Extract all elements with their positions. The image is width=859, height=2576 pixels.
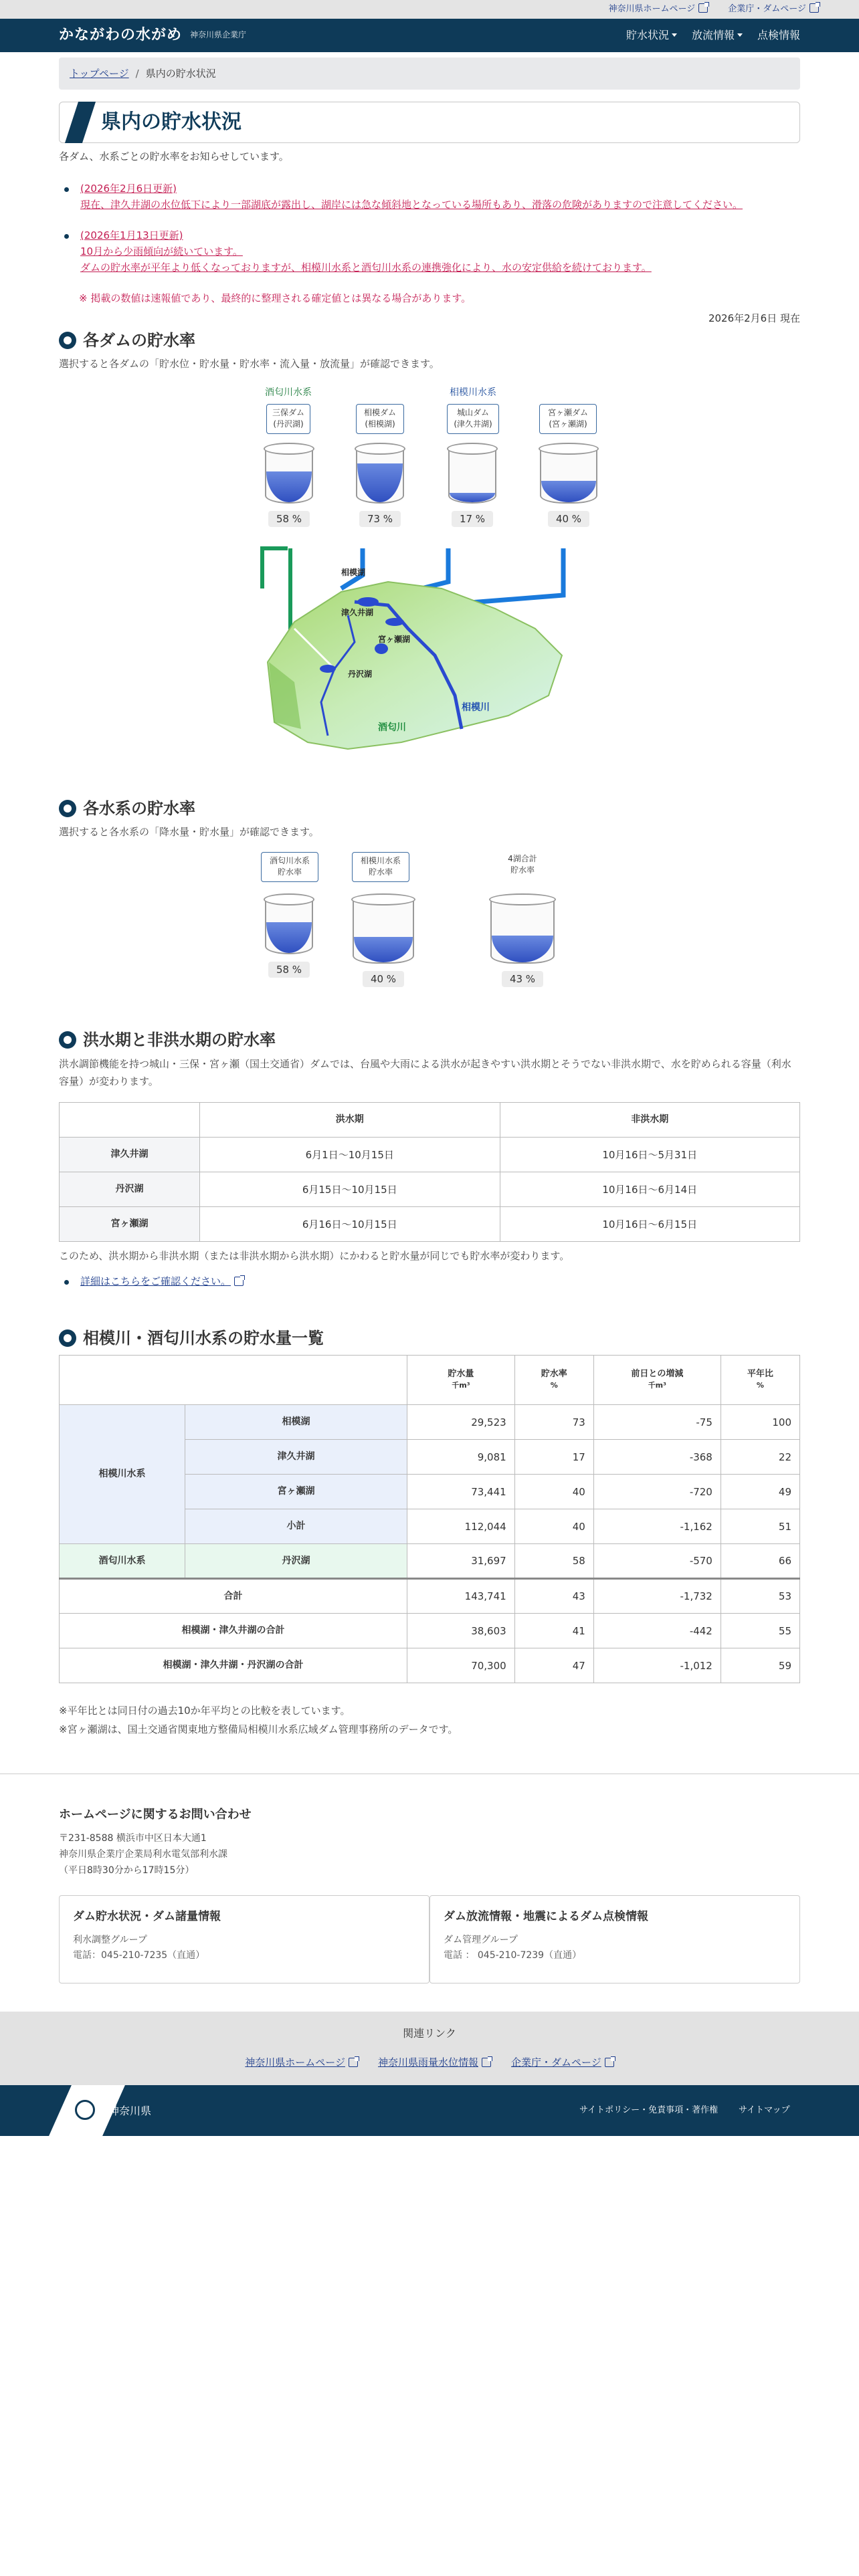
contact-box-storage	[59, 1895, 430, 1983]
map-label-sagamiko: 相模湖	[341, 568, 366, 577]
dams-heading	[59, 328, 800, 353]
normal-value: 49	[721, 1475, 799, 1509]
notice-item[interactable]	[59, 181, 800, 213]
table-header-normal	[721, 1356, 799, 1405]
notice-title: (2026年1月13日更新)	[80, 229, 183, 241]
contact-addr-3: （平日8時30分から17時15分）	[59, 1865, 195, 1876]
total-name: 相模湖・津久井湖・丹沢湖の合計	[60, 1648, 407, 1683]
nonflood-period: 10月16日〜5月31日	[500, 1138, 800, 1172]
lake-name: 丹沢湖	[60, 1172, 200, 1207]
heading-bullet-icon	[59, 1031, 76, 1049]
group-sakawa-label: 酒匂川水系	[265, 387, 312, 398]
contact-addr-2: 神奈川県企業庁企業局利水電気部利水課	[59, 1849, 227, 1860]
bullet-icon	[64, 1280, 69, 1285]
page-title: 県内の貯水状況	[101, 110, 242, 134]
dam-percentage: 40 %	[548, 511, 589, 527]
map-label-sagamigawa: 相模川	[462, 702, 490, 713]
normal-value: 22	[721, 1440, 799, 1475]
footer-sitemap-link[interactable]: サイトマップ	[739, 2105, 790, 2115]
diff-value: -1,162	[593, 1509, 721, 1544]
storage-table	[59, 1355, 800, 1683]
pref-homepage-label: 神奈川県ホームページ	[608, 3, 696, 14]
water-cup-icon	[489, 893, 556, 967]
heading-bullet-icon	[59, 1329, 76, 1347]
system-total-gauge	[486, 893, 559, 987]
as-of-date: 2026年2月6日 現在	[708, 312, 800, 324]
dam-page-link[interactable]	[728, 3, 819, 17]
dam-page-label: 企業庁・ダムページ	[728, 3, 806, 14]
system-sakawa-gauge[interactable]	[256, 893, 322, 978]
contact-box-phone: 電話：045-210-7235（直通）	[73, 1949, 205, 1961]
normal-value: 53	[721, 1579, 799, 1614]
notice-body: 現在、津久井湖の水位低下により一部湖底が露出し、湖岸には急な傾斜地となっている場所もあり、滑落の危険がありますので注意してください。	[80, 199, 743, 211]
volume-value: 143,741	[407, 1579, 515, 1614]
diff-value: -368	[593, 1440, 721, 1475]
storage-heading-text: 相模川・酒匂川水系の貯水量一覧	[83, 1329, 324, 1348]
diff-value: -442	[593, 1614, 721, 1648]
water-cup-icon	[264, 893, 314, 958]
normal-value: 59	[721, 1648, 799, 1683]
dam-percentage: 58 %	[268, 511, 310, 527]
flood-detail-link[interactable]	[80, 1275, 244, 1287]
storage-heading	[59, 1325, 800, 1351]
flood-detail-item	[59, 1273, 800, 1289]
kanagawa-map	[254, 528, 615, 769]
lake-name: 宮ヶ瀬湖	[60, 1207, 200, 1242]
system-cell: 相模川水系	[60, 1405, 185, 1544]
storage-note-1: ※平年比とは同日付の過去10か年平均との比較を表しています。	[59, 1705, 351, 1717]
nav-storage[interactable]	[626, 27, 677, 44]
dam-shiroyama-gauge[interactable]	[439, 443, 506, 527]
system-name: 酒匂川水系	[269, 856, 310, 865]
related-link-label: 神奈川県雨量水位情報	[377, 2056, 478, 2068]
water-cup-icon	[264, 443, 314, 507]
nav-release-label: 放流情報	[691, 29, 735, 42]
flood-period: 6月1日〜10月15日	[200, 1138, 500, 1172]
system-sub: 貯水率	[510, 865, 535, 875]
notice-title: (2026年2月6日更新)	[80, 183, 177, 195]
dam-miyagase-button[interactable]	[539, 404, 597, 434]
footer-policy-link[interactable]: サイトポリシー・免責事項・著作権	[579, 2105, 719, 2115]
flood-desc: 洪水調節機能を持つ城山・三保・宮ヶ瀬（国土交通省）ダムでは、台風や大雨による洪水が起きやすい洪水期とそうでない非洪水期で、水を貯められる容量（利水容量）が変わります。	[59, 1058, 791, 1088]
related-links	[0, 2012, 859, 2085]
col-title: 平年比	[747, 1368, 773, 1379]
contact-addr-1: 〒231-8588 横浜市中区日本大通1	[59, 1833, 207, 1844]
col-unit: %	[756, 1380, 764, 1390]
system-sakawa-button[interactable]	[261, 852, 318, 882]
table-header-diff	[593, 1356, 721, 1405]
systems-heading-text: 各水系の貯水率	[83, 799, 195, 818]
table-header-nonflood: 非洪水期	[500, 1103, 800, 1138]
rate-value: 47	[514, 1648, 593, 1683]
table-row	[60, 1648, 800, 1683]
diff-value: -570	[593, 1544, 721, 1579]
dams-desc: 選択すると各ダムの「貯水位・貯水量・貯水率・流入量・放流量」が確認できます。	[59, 358, 440, 370]
lake-name: 相模湖	[185, 1405, 407, 1440]
dams-heading-text: 各ダムの貯水率	[83, 331, 195, 350]
contact-box-release	[430, 1895, 800, 1983]
external-link-icon	[234, 1277, 244, 1286]
diff-value: -1,012	[593, 1648, 721, 1683]
system-sub: 貯水率	[368, 867, 393, 877]
contact-box-group: ダム管理グループ	[444, 1935, 518, 1946]
system-name: 相模川水系	[360, 856, 401, 865]
dam-lake: (相模湖)	[365, 419, 395, 429]
dam-lake: (津久井湖)	[454, 419, 492, 429]
nav-storage-label: 貯水状況	[626, 29, 669, 42]
heading-bullet-icon	[59, 332, 76, 349]
water-cup-icon	[355, 443, 405, 507]
dam-sagami-gauge[interactable]	[347, 443, 413, 527]
related-link-label: 神奈川県ホームページ	[245, 2056, 345, 2068]
lake-sagami-icon	[357, 597, 379, 607]
utility-bar	[0, 0, 859, 19]
lake-name: 津久井湖	[185, 1440, 407, 1475]
map-label-tsukui: 津久井湖	[341, 608, 374, 617]
group-sagami-label: 相模川水系	[450, 387, 496, 398]
dam-name: 城山ダム	[456, 408, 489, 417]
flood-period: 6月15日〜10月15日	[200, 1172, 500, 1207]
water-cup-icon	[351, 893, 415, 967]
table-row	[60, 1614, 800, 1648]
table-row	[60, 1544, 800, 1579]
lake-miyagase-icon	[375, 643, 388, 654]
rate-value: 17	[514, 1440, 593, 1475]
notice-body: ダムの貯水率が平年より低くなっておりますが、相模川水系と酒匂川水系の連携強化により、水の安定供給を続けております。	[80, 261, 652, 274]
external-link-icon	[809, 3, 819, 13]
site-logo-sub: 神奈川県企業庁	[190, 30, 247, 40]
dam-sagami-button[interactable]	[356, 404, 404, 434]
pref-homepage-link[interactable]	[609, 3, 708, 17]
dam-name: 相模ダム	[363, 408, 396, 417]
table-header-volume	[407, 1356, 515, 1405]
related-link-pref[interactable]	[245, 2054, 358, 2070]
normal-value: 100	[721, 1405, 799, 1440]
dam-lake: (宮ヶ瀬湖)	[549, 419, 587, 429]
volume-value: 73,441	[407, 1475, 515, 1509]
water-cup-icon	[539, 443, 599, 507]
pref-emblem-icon	[75, 2100, 95, 2120]
breadcrumb-home[interactable]: トップページ	[70, 68, 129, 80]
dam-shiroyama-button[interactable]	[447, 404, 499, 434]
external-link-icon	[698, 3, 708, 13]
system-percentage: 40 %	[363, 971, 404, 987]
dam-miho-button[interactable]	[266, 404, 310, 434]
footer-pref-name[interactable]: 神奈川県	[108, 2105, 152, 2117]
volume-value: 9,081	[407, 1440, 515, 1475]
volume-value: 29,523	[407, 1405, 515, 1440]
site-footer	[0, 2085, 859, 2136]
table-header-flood: 洪水期	[200, 1103, 500, 1138]
page-lead: 各ダム、水系ごとの貯水率をお知らせしています。	[59, 150, 289, 163]
storage-note-2: ※宮ヶ瀬湖は、国土交通省関東地方整備局相模川水系広域ダム管理事務所のデータです。	[59, 1723, 458, 1735]
flood-season-table	[59, 1102, 800, 1242]
main-nav	[626, 27, 800, 44]
notice-body: 10月から少雨傾向が続いています。	[80, 245, 243, 257]
lake-name: 宮ヶ瀬湖	[185, 1475, 407, 1509]
table-row	[60, 1138, 800, 1172]
col-title: 前日との増減	[631, 1368, 684, 1379]
caret-down-icon	[672, 33, 677, 37]
normal-value: 66	[721, 1544, 799, 1579]
table-header-rate	[514, 1356, 593, 1405]
lake-name: 丹沢湖	[185, 1544, 407, 1579]
water-cup-icon	[447, 443, 498, 507]
lake-tanzawa-icon	[320, 665, 336, 673]
normal-value: 51	[721, 1509, 799, 1544]
rate-value: 40	[514, 1475, 593, 1509]
nonflood-period: 10月16日〜6月15日	[500, 1207, 800, 1242]
system-name: 4湖合計	[508, 854, 537, 863]
diff-value: -720	[593, 1475, 721, 1509]
nonflood-period: 10月16日〜6月14日	[500, 1172, 800, 1207]
system-percentage: 43 %	[502, 971, 543, 987]
system-percentage: 58 %	[268, 962, 310, 978]
map-label-sakawa: 酒匂川	[378, 722, 406, 733]
lake-name: 小計	[185, 1509, 407, 1544]
col-unit: %	[550, 1380, 558, 1390]
diff-value: -75	[593, 1405, 721, 1440]
external-link-icon	[482, 2058, 491, 2067]
heading-bullet-icon	[59, 800, 76, 817]
col-title: 貯水率	[541, 1368, 567, 1379]
notice-item[interactable]	[59, 227, 800, 276]
table-header-empty	[60, 1356, 407, 1405]
related-link-dam[interactable]	[511, 2054, 614, 2070]
dam-miyagase-gauge[interactable]	[535, 443, 602, 527]
contact-heading: ホームページに関するお問い合わせ	[59, 1808, 252, 1822]
table-row	[60, 1579, 800, 1614]
contact-box-title: ダム放流情報・地震によるダム点検情報	[444, 1910, 648, 1923]
breadcrumb	[59, 58, 800, 90]
rate-value: 43	[514, 1579, 593, 1614]
col-title: 貯水量	[448, 1368, 474, 1379]
flood-table-wrap	[59, 1102, 800, 1242]
flood-after: このため、洪水期から非洪水期（または非洪水期から洪水期）にかわると貯水量が同じでも貯水率が変わります。	[59, 1250, 570, 1262]
volume-value: 38,603	[407, 1614, 515, 1648]
rate-value: 41	[514, 1614, 593, 1648]
notice-list	[59, 181, 800, 306]
site-header	[0, 19, 859, 52]
external-link-icon	[349, 2058, 358, 2067]
external-link-icon	[605, 2058, 614, 2067]
dam-miho-gauge[interactable]	[256, 443, 322, 527]
map-label-miyagase: 宮ヶ瀬湖	[378, 635, 411, 644]
total-name: 合計	[60, 1579, 407, 1614]
volume-value: 112,044	[407, 1509, 515, 1544]
rate-value: 58	[514, 1544, 593, 1579]
map-label-tanzawa: 丹沢湖	[348, 669, 373, 679]
flood-detail-label: 詳細はこちらをご確認ください。	[80, 1275, 231, 1287]
systems-heading	[59, 796, 800, 821]
table-row	[60, 1207, 800, 1242]
volume-value: 70,300	[407, 1648, 515, 1683]
storage-table-wrap	[59, 1355, 800, 1683]
table-row	[60, 1172, 800, 1207]
provisional-note: ※ 掲載の数値は速報値であり、最終的に整理される確定値とは異なる場合があります。	[79, 292, 472, 304]
related-link-rain[interactable]	[378, 2054, 491, 2070]
page-title-box	[59, 102, 800, 143]
system-sagami-gauge[interactable]	[347, 893, 420, 987]
flood-period: 6月16日〜10月15日	[200, 1207, 500, 1242]
dam-name: 宮ヶ瀬ダム	[547, 408, 588, 417]
lake-tsukui-icon	[385, 618, 404, 626]
breadcrumb-separator: /	[135, 68, 139, 80]
dam-lake: (丹沢湖)	[273, 419, 304, 429]
related-link-label: 企業庁・ダムページ	[511, 2056, 601, 2068]
caret-down-icon	[737, 33, 743, 37]
dam-name: 三保ダム	[272, 408, 304, 417]
rate-value: 73	[514, 1405, 593, 1440]
system-sagami-button[interactable]	[352, 852, 409, 882]
normal-value: 55	[721, 1614, 799, 1648]
related-list	[0, 2054, 859, 2070]
lake-name: 津久井湖	[60, 1138, 200, 1172]
total-name: 相模湖・津久井湖の合計	[60, 1614, 407, 1648]
system-cell: 酒匂川水系	[60, 1544, 185, 1579]
contact-box-title: ダム貯水状況・ダム諸量情報	[73, 1910, 221, 1923]
col-unit: 千m³	[648, 1380, 666, 1390]
related-heading: 関連リンク	[403, 2027, 456, 2040]
contact-box-phone: 電話 ： 045-210-7239（直通）	[444, 1949, 582, 1961]
dam-percentage: 17 %	[452, 511, 493, 527]
breadcrumb-current: 県内の貯水状況	[145, 68, 216, 80]
flood-heading-text: 洪水期と非洪水期の貯水率	[83, 1031, 276, 1049]
site-logo[interactable]: かながわの水がめ	[59, 27, 183, 44]
contact-box-group: 利水調整グループ	[73, 1935, 147, 1946]
system-total-label	[494, 853, 551, 877]
system-sub: 貯水率	[277, 867, 302, 877]
volume-value: 31,697	[407, 1544, 515, 1579]
col-unit: 千m³	[452, 1380, 470, 1390]
dam-percentage: 73 %	[359, 511, 401, 527]
diff-value: -1,732	[593, 1579, 721, 1614]
table-header-empty	[60, 1103, 200, 1138]
flood-heading	[59, 1027, 800, 1053]
systems-desc: 選択すると各水系の「降水量・貯水量」が確認できます。	[59, 826, 319, 838]
nav-release[interactable]	[692, 27, 743, 44]
table-row	[60, 1405, 800, 1440]
rate-value: 40	[514, 1509, 593, 1544]
nav-inspection[interactable]: 点検情報	[757, 29, 800, 42]
